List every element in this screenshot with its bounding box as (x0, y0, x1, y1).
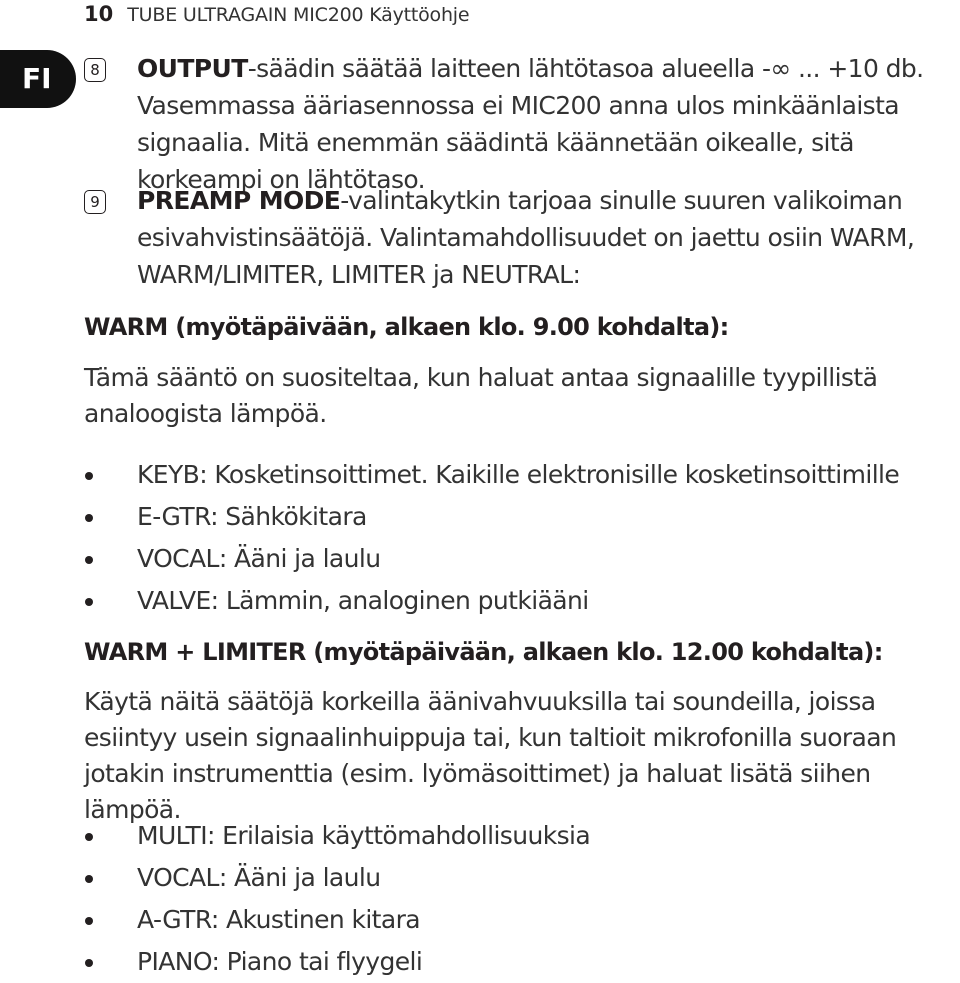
page-number: 10 (84, 2, 114, 26)
language-tab: FI (0, 50, 76, 108)
list-item: A-GTR: Akustinen kitara (84, 899, 590, 941)
list-item: KEYB: Kosketinsoittimet. Kaikille elektronisille kosketinsoittimille (84, 454, 899, 496)
section-paragraph-warm-limiter: Käytä näitä säätöjä korkeilla äänivahvuuksilla tai soundeilla, joissa esiintyy usein signaalinhuippuja tai, kun taltioit mikrofonilla suoraan jotakin instrumenttia (esim. lyömäsoittimet) ja haluat lisätä siihen lämpöä. (84, 687, 897, 824)
item-body: -valintakytkin tarjoaa sinulle suuren valikoiman esivahvistinsäätöjä. Valintamahdollisuudet on jaettu osiin WARM, WARM/LIMITER, LIMITER ja NEUTRAL: (137, 186, 915, 289)
section-paragraph-warm: Tämä sääntö on suositeltaa, kun haluat antaa signaalille tyypillistä analoogista lämpöä. (84, 363, 878, 428)
list-item: PIANO: Piano tai flyygeli (84, 941, 590, 983)
item-description (137, 182, 944, 293)
bullet-icon (85, 875, 93, 883)
item-number-badge: 9 (84, 190, 106, 214)
list-item: VALVE: Lämmin, analoginen putkiääni (84, 580, 899, 622)
list-item: MULTI: Erilaisia käyttömahdollisuuksia (84, 815, 590, 857)
item-keyword: OUTPUT (137, 54, 248, 83)
document-title: TUBE ULTRAGAIN MIC200 Käyttöohje (127, 4, 470, 26)
list-item: E-GTR: Sähkökitara (84, 496, 899, 538)
bullet-icon (85, 833, 93, 841)
item-keyword: PREAMP MODE (137, 186, 341, 215)
list-item: VOCAL: Ääni ja laulu (84, 857, 590, 899)
item-number-badge: 8 (84, 58, 106, 82)
numbered-item-preamp-mode (84, 182, 944, 293)
bullet-icon (85, 959, 93, 967)
item-body: -säädin säätää laitteen lähtötasoa alueella -∞ ... +10 db. Vasemmassa ääriasennossa ei MIC200 anna ulos minkäänlaista signaalia. Mitä enemmän säädintä käännetään oikealle, sitä korkeampi on lähtötaso. (137, 54, 924, 194)
numbered-item-output (84, 50, 944, 198)
bullet-icon (85, 514, 93, 522)
bullet-icon (85, 472, 93, 480)
item-description (137, 50, 944, 198)
bullet-icon (85, 917, 93, 925)
bullet-list-warm-limiter (84, 815, 590, 983)
bullet-list-warm (84, 454, 899, 622)
section-heading-warm-limiter: WARM + LIMITER (myötäpäivään, alkaen klo. 12.00 kohdalta): (84, 638, 883, 666)
list-item: VOCAL: Ääni ja laulu (84, 538, 899, 580)
page-header (84, 2, 469, 26)
bullet-icon (85, 556, 93, 564)
section-heading-warm: WARM (myötäpäivään, alkaen klo. 9.00 kohdalta): (84, 313, 729, 341)
bullet-icon (85, 598, 93, 606)
